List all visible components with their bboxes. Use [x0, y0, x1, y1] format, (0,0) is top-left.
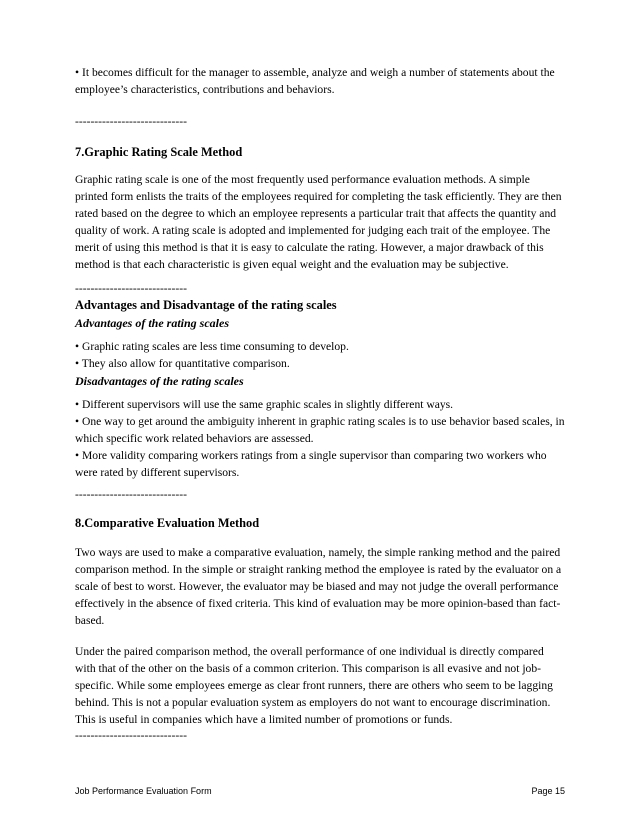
advantage-item: • They also allow for quantitative comparison. [75, 357, 290, 370]
page-footer [75, 783, 565, 800]
section-title-graphic-rating: 7.Graphic Rating Scale Method [75, 145, 243, 159]
divider: ----------------------------- [75, 488, 187, 501]
disadvantage-item: • Different supervisors will use the same graphic scales in slightly different ways. [75, 398, 454, 411]
graphic-rating-body: Graphic rating scale is one of the most frequently used performance evaluation methods. A simple printed form enlists the traits of the employees required for completing the task efficiently. They are then rated based on the degree to which an employee represents a particular trait that affects the quantity and quality of work. A rating scale is adopted and implemented for judging each trait of the employee. The merit of using this method is that it is easy to calculate the rating. However, a major drawback of this method is that each characteristic is given equal weight and the evaluation may be subjective. [75, 173, 562, 271]
footer-page-number: Page 15 [531, 786, 565, 796]
section-title-advantages-disadvantages: Advantages and Disadvantage of the rating scales [75, 298, 337, 312]
section-title-comparative: 8.Comparative Evaluation Method [75, 516, 260, 530]
intro-bullet: • It becomes difficult for the manager to assemble, analyze and weigh a number of statements about the employee’s characteristics, contributions and behaviors. [75, 66, 555, 96]
comparative-paragraph-1: Two ways are used to make a comparative evaluation, namely, the simple ranking method and the paired comparison method. In the simple or straight ranking method the employee is rated by the evaluator on a scale of best to worst. However, the evaluator may be biased and may not judge the overall performance effectively in the absence of fixed criteria. This kind of evaluation may be more opinion-based than fact-based. [75, 546, 562, 627]
disadvantage-item: • More validity comparing workers ratings from a single supervisor than comparing two workers who were rated by different supervisors. [75, 449, 547, 479]
divider: ----------------------------- [75, 729, 187, 742]
divider: ----------------------------- [75, 282, 187, 295]
page-content [75, 64, 565, 743]
comparative-paragraph-2: Under the paired comparison method, the overall performance of one individual is directly compared with that of the other on the basis of a common criterion. This comparison is all evasive and not job-specific. While some employees emerge as clear front runners, there are others who seem to be lagging behind. This is not a popular evaluation system as employers do not want to encourage discrimination. This is useful in companies which have a limited number of promotions or funds. [75, 645, 553, 726]
divider: ----------------------------- [75, 115, 187, 128]
disadvantages-heading: Disadvantages of the rating scales [75, 374, 244, 388]
advantages-heading: Advantages of the rating scales [75, 316, 230, 330]
advantage-item: • Graphic rating scales are less time consuming to develop. [75, 340, 349, 353]
disadvantage-item: • One way to get around the ambiguity inherent in graphic rating scales is to use behavior based scales, in which specific work related behaviors are assessed. [75, 415, 565, 445]
footer-document-title: Job Performance Evaluation Form [75, 786, 212, 796]
